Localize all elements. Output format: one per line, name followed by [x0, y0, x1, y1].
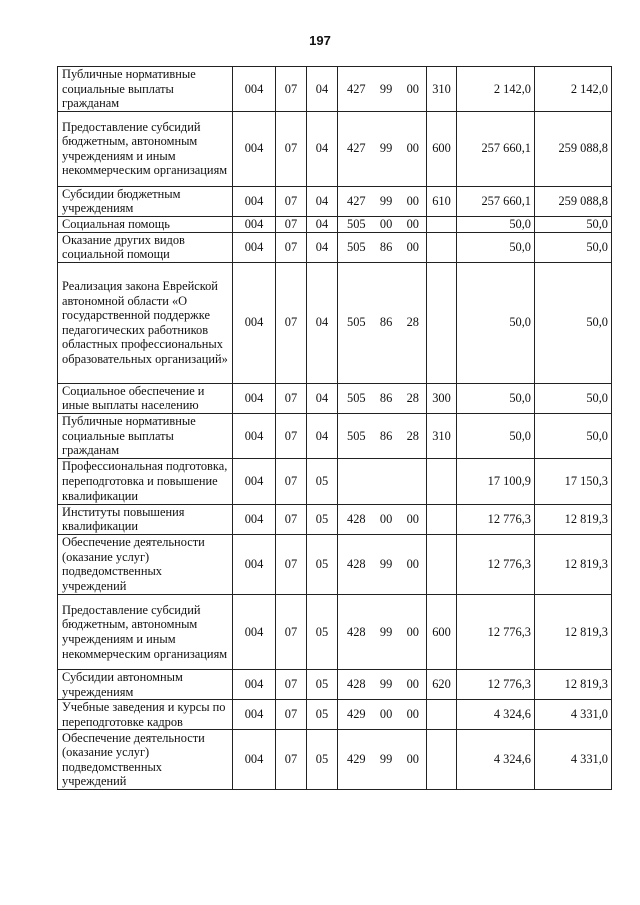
- ministry-code: 004: [233, 730, 276, 790]
- target-article-part-1: 429: [347, 707, 366, 722]
- amount-year-1: 17 100,9: [457, 458, 535, 504]
- target-article-parts: [341, 429, 423, 444]
- subsection-code: 05: [307, 594, 338, 669]
- subsection-code: 04: [307, 232, 338, 262]
- amount-year-1: 50,0: [457, 413, 535, 458]
- target-article-part-3: 00: [406, 557, 419, 572]
- target-article-part-3: 00: [406, 141, 419, 156]
- subsection-code: 04: [307, 67, 338, 112]
- target-article-part-2: 86: [379, 315, 393, 330]
- amount-year-2: 4 331,0: [535, 700, 612, 730]
- expense-type-code: 600: [427, 111, 457, 186]
- section-code: 07: [276, 216, 307, 232]
- row-name: Социальная помощь: [58, 216, 233, 232]
- ministry-code: 004: [233, 262, 276, 383]
- amount-year-2: 2 142,0: [535, 67, 612, 112]
- subsection-code: 05: [307, 730, 338, 790]
- table-row: [58, 67, 612, 112]
- row-name: Социальное обеспечение и иные выплаты населению: [58, 383, 233, 413]
- amount-year-1: 50,0: [457, 216, 535, 232]
- target-article-code: [338, 700, 427, 730]
- row-name: Учебные заведения и курсы по переподготовке кадров: [58, 700, 233, 730]
- target-article-parts: [341, 707, 423, 722]
- amount-year-1: 50,0: [457, 262, 535, 383]
- subsection-code: 05: [307, 669, 338, 699]
- target-article-part-2: 99: [379, 677, 393, 692]
- expense-type-code: 310: [427, 67, 457, 112]
- target-article-parts: [341, 557, 423, 572]
- target-article-part-3: 28: [406, 391, 419, 406]
- expense-type-code: [427, 700, 457, 730]
- ministry-code: 004: [233, 111, 276, 186]
- expense-type-code: 310: [427, 413, 457, 458]
- section-code: 07: [276, 413, 307, 458]
- amount-year-1: 2 142,0: [457, 67, 535, 112]
- subsection-code: 04: [307, 383, 338, 413]
- row-name: Субсидии автономным учреждениям: [58, 669, 233, 699]
- amount-year-1: 12 776,3: [457, 669, 535, 699]
- row-name: Институты повышения квалификации: [58, 504, 233, 534]
- target-article-part-1: 505: [347, 391, 366, 406]
- section-code: 07: [276, 458, 307, 504]
- target-article-code: [338, 504, 427, 534]
- target-article-part-1: 505: [347, 428, 366, 443]
- amount-year-2: 12 819,3: [535, 594, 612, 669]
- expense-type-code: [427, 730, 457, 790]
- target-article-part-2: 99: [379, 141, 393, 156]
- table-row: [58, 458, 612, 504]
- target-article-part-2: 99: [379, 557, 393, 572]
- subsection-code: 05: [307, 504, 338, 534]
- target-article-code: [338, 216, 427, 232]
- target-article-part-3: 00: [406, 512, 419, 527]
- target-article-part-2: 00: [379, 512, 393, 527]
- row-name: Предоставление субсидий бюджетным, автономным учреждениям и иным некоммерческим организациям: [58, 111, 233, 186]
- target-article-parts: [341, 625, 423, 640]
- row-name: Предоставление субсидий бюджетным, автономным учреждениям и иным некоммерческим организациям: [58, 594, 233, 669]
- ministry-code: 004: [233, 458, 276, 504]
- amount-year-2: 50,0: [535, 232, 612, 262]
- amount-year-1: 12 776,3: [457, 594, 535, 669]
- target-article-part-1: 428: [347, 557, 366, 572]
- table-row: [58, 216, 612, 232]
- subsection-code: 04: [307, 216, 338, 232]
- target-article-parts: [341, 240, 423, 255]
- row-name: Публичные нормативные социальные выплаты гражданам: [58, 67, 233, 112]
- target-article-part-2: 86: [379, 239, 393, 254]
- target-article-parts: [341, 391, 423, 406]
- amount-year-1: 50,0: [457, 383, 535, 413]
- target-article-part-2: 99: [379, 752, 393, 767]
- target-article-code: [338, 458, 427, 504]
- ministry-code: 004: [233, 383, 276, 413]
- target-article-parts: [341, 141, 423, 156]
- target-article-part-3: 00: [406, 216, 419, 231]
- subsection-code: 04: [307, 186, 338, 216]
- ministry-code: 004: [233, 669, 276, 699]
- target-article-code: [338, 594, 427, 669]
- target-article-part-1: 505: [347, 216, 366, 231]
- row-name: Обеспечение деятельности (оказание услуг) подведомственных учреждений: [58, 534, 233, 594]
- row-name: Субсидии бюджетным учреждениям: [58, 186, 233, 216]
- expense-type-code: 610: [427, 186, 457, 216]
- target-article-part-1: 427: [347, 194, 366, 209]
- target-article-code: [338, 232, 427, 262]
- target-article-parts: [341, 752, 423, 767]
- subsection-code: 05: [307, 700, 338, 730]
- expense-type-code: [427, 232, 457, 262]
- target-article-part-1: 505: [347, 239, 366, 254]
- target-article-part-3: 00: [406, 707, 419, 722]
- amount-year-2: 50,0: [535, 262, 612, 383]
- table-row: [58, 534, 612, 594]
- target-article-code: [338, 413, 427, 458]
- section-code: 07: [276, 700, 307, 730]
- target-article-part-3: 28: [406, 315, 419, 330]
- target-article-part-3: 00: [406, 194, 419, 209]
- expense-type-code: 300: [427, 383, 457, 413]
- table-row: [58, 669, 612, 699]
- expense-type-code: [427, 216, 457, 232]
- row-name: Публичные нормативные социальные выплаты гражданам: [58, 413, 233, 458]
- ministry-code: 004: [233, 534, 276, 594]
- expense-type-code: [427, 504, 457, 534]
- target-article-parts: [341, 512, 423, 527]
- target-article-part-2: 00: [379, 707, 393, 722]
- target-article-part-1: 505: [347, 315, 366, 330]
- amount-year-2: 50,0: [535, 413, 612, 458]
- amount-year-1: 4 324,6: [457, 730, 535, 790]
- amount-year-2: 12 819,3: [535, 504, 612, 534]
- amount-year-1: 12 776,3: [457, 504, 535, 534]
- amount-year-1: 50,0: [457, 232, 535, 262]
- amount-year-1: 12 776,3: [457, 534, 535, 594]
- ministry-code: 004: [233, 594, 276, 669]
- subsection-code: 05: [307, 534, 338, 594]
- target-article-code: [338, 383, 427, 413]
- row-name: Реализация закона Еврейской автономной области «О государственной поддержке педагогических работников областных профессиональных образовательных организаций»: [58, 262, 233, 383]
- ministry-code: 004: [233, 504, 276, 534]
- table-row: [58, 594, 612, 669]
- target-article-code: [338, 67, 427, 112]
- section-code: 07: [276, 534, 307, 594]
- table-row: [58, 111, 612, 186]
- ministry-code: 004: [233, 67, 276, 112]
- expense-type-code: 600: [427, 594, 457, 669]
- section-code: 07: [276, 383, 307, 413]
- amount-year-2: 259 088,8: [535, 111, 612, 186]
- ministry-code: 004: [233, 413, 276, 458]
- section-code: 07: [276, 730, 307, 790]
- table-row: [58, 730, 612, 790]
- target-article-part-3: 00: [406, 81, 419, 96]
- target-article-part-2: 99: [379, 624, 393, 639]
- target-article-part-2: 99: [379, 81, 393, 96]
- target-article-code: [338, 534, 427, 594]
- subsection-code: 04: [307, 111, 338, 186]
- target-article-part-1: 428: [347, 624, 366, 639]
- expense-type-code: [427, 262, 457, 383]
- subsection-code: 05: [307, 458, 338, 504]
- target-article-parts: [341, 677, 423, 692]
- row-name: Профессиональная подготовка, переподготовка и повышение квалификации: [58, 458, 233, 504]
- table-row: [58, 186, 612, 216]
- page-number: 197: [309, 33, 331, 48]
- section-code: 07: [276, 262, 307, 383]
- table-row: [58, 262, 612, 383]
- target-article-part-1: 427: [347, 141, 366, 156]
- section-code: 07: [276, 186, 307, 216]
- target-article-part-1: 429: [347, 752, 366, 767]
- table-row: [58, 504, 612, 534]
- ministry-code: 004: [233, 232, 276, 262]
- target-article-code: [338, 669, 427, 699]
- target-article-part-2: 00: [379, 216, 393, 231]
- target-article-code: [338, 111, 427, 186]
- amount-year-2: 4 331,0: [535, 730, 612, 790]
- budget-table: [57, 66, 612, 790]
- target-article-part-1: 428: [347, 677, 366, 692]
- target-article-part-3: 00: [406, 752, 419, 767]
- expense-type-code: 620: [427, 669, 457, 699]
- target-article-parts: [341, 315, 423, 330]
- target-article-parts: [341, 194, 423, 209]
- target-article-parts: [341, 217, 423, 232]
- ministry-code: 004: [233, 700, 276, 730]
- ministry-code: 004: [233, 216, 276, 232]
- table-row: [58, 232, 612, 262]
- target-article-part-3: 00: [406, 677, 419, 692]
- target-article-part-2: 86: [379, 391, 393, 406]
- subsection-code: 04: [307, 262, 338, 383]
- target-article-part-3: 28: [406, 428, 419, 443]
- table-row: [58, 383, 612, 413]
- target-article-code: [338, 730, 427, 790]
- target-article-part-3: 00: [406, 239, 419, 254]
- amount-year-1: 257 660,1: [457, 186, 535, 216]
- section-code: 07: [276, 67, 307, 112]
- expense-type-code: [427, 458, 457, 504]
- target-article-part-3: 00: [406, 624, 419, 639]
- target-article-part-2: 86: [379, 428, 393, 443]
- amount-year-2: 50,0: [535, 383, 612, 413]
- subsection-code: 04: [307, 413, 338, 458]
- section-code: 07: [276, 669, 307, 699]
- section-code: 07: [276, 232, 307, 262]
- expense-type-code: [427, 534, 457, 594]
- table-row: [58, 700, 612, 730]
- target-article-part-1: 427: [347, 81, 366, 96]
- amount-year-1: 257 660,1: [457, 111, 535, 186]
- section-code: 07: [276, 594, 307, 669]
- amount-year-2: 50,0: [535, 216, 612, 232]
- target-article-parts: [341, 82, 423, 97]
- amount-year-2: 12 819,3: [535, 669, 612, 699]
- row-name: Оказание других видов социальной помощи: [58, 232, 233, 262]
- row-name: Обеспечение деятельности (оказание услуг) подведомственных учреждений: [58, 730, 233, 790]
- amount-year-2: 12 819,3: [535, 534, 612, 594]
- target-article-part-2: 99: [379, 194, 393, 209]
- section-code: 07: [276, 111, 307, 186]
- amount-year-2: 17 150,3: [535, 458, 612, 504]
- target-article-part-1: 428: [347, 512, 366, 527]
- table-row: [58, 413, 612, 458]
- ministry-code: 004: [233, 186, 276, 216]
- target-article-code: [338, 186, 427, 216]
- section-code: 07: [276, 504, 307, 534]
- budget-table-body: [58, 67, 612, 790]
- amount-year-1: 4 324,6: [457, 700, 535, 730]
- target-article-code: [338, 262, 427, 383]
- amount-year-2: 259 088,8: [535, 186, 612, 216]
